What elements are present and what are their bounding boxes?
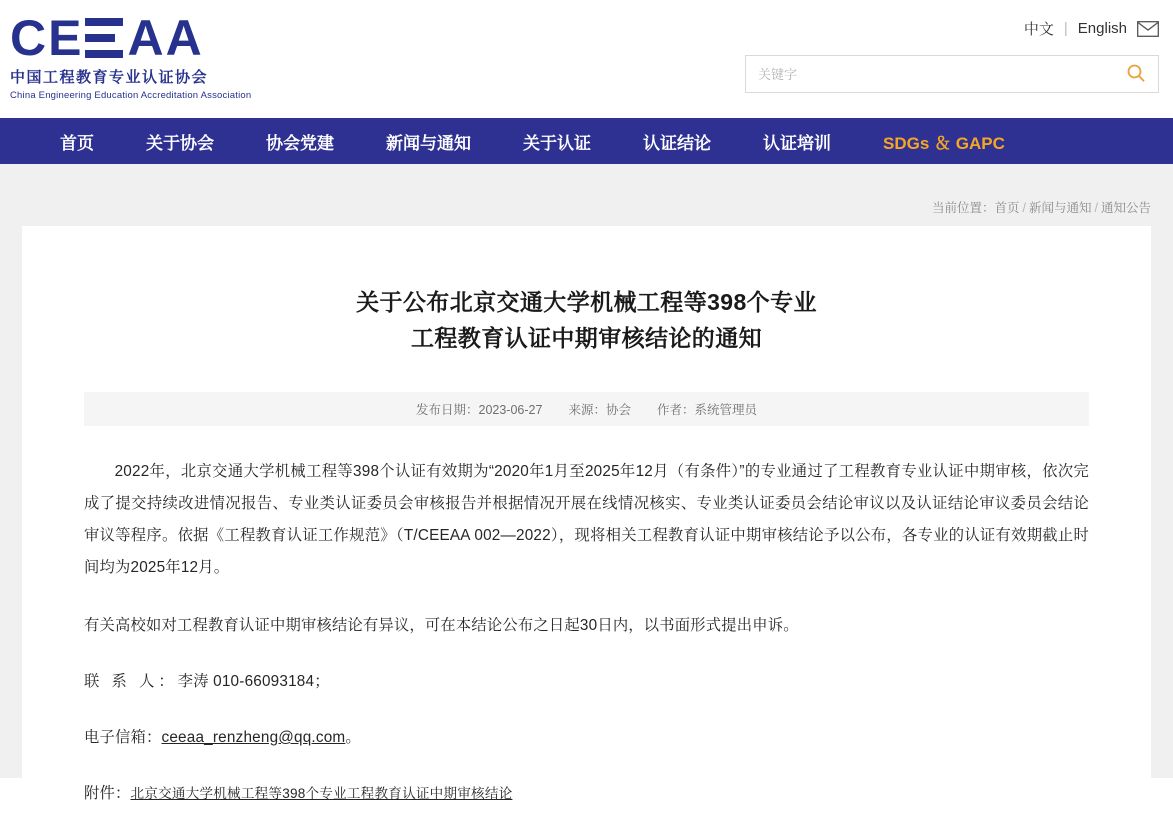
breadcrumb-band	[0, 164, 1173, 226]
breadcrumb	[932, 198, 1151, 216]
page-title	[84, 284, 1089, 356]
breadcrumb-sep-0: /	[1022, 201, 1026, 215]
search-box[interactable]	[745, 55, 1159, 93]
logo-letters-aa: AA	[127, 10, 204, 66]
email-link[interactable]: ceeaa_renzheng@qq.com	[161, 729, 346, 746]
topbar-utility	[1024, 18, 1159, 39]
article-attachment	[84, 778, 1089, 810]
search-icon	[1126, 63, 1146, 86]
nav-item-7[interactable]: SDGs ＆ GAPC	[883, 133, 1005, 153]
article-contact	[84, 666, 1089, 698]
lang-divider: |	[1063, 20, 1068, 37]
logo-e-bars-icon	[85, 16, 125, 60]
breadcrumb-item-1[interactable]: 新闻与通知	[1028, 201, 1092, 215]
nav-item-3[interactable]: 新闻与通知	[386, 133, 471, 153]
attachment-link[interactable]: 北京交通大学机械工程等398个专业工程教育认证中期审核结论	[130, 786, 513, 801]
article-body	[84, 456, 1089, 810]
lang-switch-cn[interactable]: 中文	[1023, 21, 1054, 38]
breadcrumb-prefix: 当前位置：	[931, 201, 995, 215]
nav-item-5[interactable]: 认证结论	[643, 133, 711, 153]
email-label: 电子信箱：	[84, 729, 162, 746]
contact-value: 李涛 010-66093184；	[177, 673, 330, 690]
article-source: 来源：协会	[568, 403, 631, 417]
logo-letter-c: C	[10, 10, 49, 66]
lang-switch-en[interactable]: English	[1077, 20, 1127, 37]
breadcrumb-sep-1: /	[1094, 201, 1098, 215]
contact-label: 联 系 人：	[84, 673, 178, 690]
search-button[interactable]	[1114, 56, 1158, 92]
breadcrumb-item-0[interactable]: 首页	[994, 201, 1020, 215]
article-paragraph-1: 2022年，北京交通大学机械工程等398个认证有效期为“2020年1月至2025年12月（有条件）”的专业通过了工程教育专业认证中期审核，依次完成了提交持续改进情况报告、专业类认证委员会审核报告并根据情况开展在线情况核实、专业类认证委员会结论审议以及认证结论审议委员会结论审议等程序。依据《工程教育认证工作规范》（T/CEEAA 002—2022），现将相关工程教育认证中期审核结论予以公布，各专业的认证有效期截止时间均为2025年12月。	[84, 463, 1089, 576]
page-title-line-1: 关于公布北京交通大学机械工程等398个专业	[356, 289, 817, 315]
article-meta	[84, 392, 1089, 426]
article-card	[22, 226, 1151, 836]
article-paragraph-2: 有关高校如对工程教育认证中期审核结论有异议，可在本结论公布之日起30日内，以书面形式提出申诉。	[84, 617, 799, 634]
nav-item-6[interactable]: 认证培训	[763, 133, 831, 153]
attachment-label: 附件：	[84, 785, 131, 802]
logo-letter-e: E	[48, 10, 84, 66]
nav-item-0[interactable]: 首页	[60, 133, 94, 153]
article-date: 发布日期：2023-06-27	[416, 403, 543, 417]
mail-icon[interactable]	[1137, 21, 1159, 37]
site-logo[interactable]	[10, 12, 410, 101]
article-email	[84, 722, 1089, 754]
nav-item-4[interactable]: 关于认证	[523, 133, 591, 153]
page-title-line-2: 工程教育认证中期审核结论的通知	[411, 325, 762, 351]
email-suffix: 。	[345, 729, 361, 746]
logo-name-cn: 中国工程教育专业认证协会	[10, 69, 209, 86]
logo-name-en: China Engineering Education Accreditation Association	[10, 90, 252, 101]
site-header	[0, 0, 1173, 118]
nav-item-1[interactable]: 关于协会	[146, 133, 214, 153]
article-author: 作者：系统管理员	[656, 403, 757, 417]
breadcrumb-item-2[interactable]: 通知公告	[1100, 201, 1151, 215]
logo-wordmark	[10, 12, 410, 64]
main-nav	[0, 118, 1173, 164]
nav-item-2[interactable]: 协会党建	[266, 133, 334, 153]
search-input[interactable]	[746, 56, 1114, 92]
